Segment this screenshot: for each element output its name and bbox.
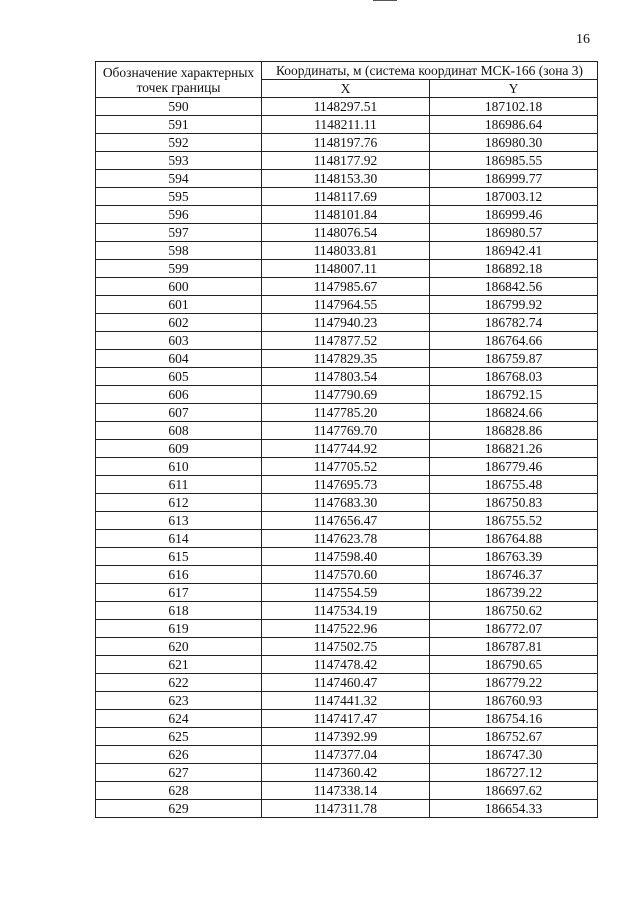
header-y: Y: [430, 80, 598, 98]
table-row: [96, 638, 598, 656]
top-rule: [373, 0, 397, 1]
point-id-cell: 612: [96, 494, 262, 512]
x-coordinate-cell: 1147683.30: [262, 494, 430, 512]
x-coordinate-cell: 1147441.32: [262, 692, 430, 710]
x-coordinate-cell: 1148076.54: [262, 224, 430, 242]
x-coordinate-cell: 1148297.51: [262, 98, 430, 116]
table-row: [96, 764, 598, 782]
x-coordinate-cell: 1147656.47: [262, 512, 430, 530]
point-id-cell: 602: [96, 314, 262, 332]
x-coordinate-cell: 1148007.11: [262, 260, 430, 278]
x-coordinate-cell: 1147940.23: [262, 314, 430, 332]
point-id-cell: 601: [96, 296, 262, 314]
table-body: [96, 98, 598, 818]
point-id-cell: 600: [96, 278, 262, 296]
y-coordinate-cell: 186790.65: [430, 656, 598, 674]
y-coordinate-cell: 186980.57: [430, 224, 598, 242]
point-id-cell: 593: [96, 152, 262, 170]
table-row: [96, 692, 598, 710]
table-row: [96, 260, 598, 278]
table-row: [96, 512, 598, 530]
point-id-cell: 590: [96, 98, 262, 116]
x-coordinate-cell: 1147623.78: [262, 530, 430, 548]
x-coordinate-cell: 1147377.04: [262, 746, 430, 764]
y-coordinate-cell: 186760.93: [430, 692, 598, 710]
point-id-cell: 614: [96, 530, 262, 548]
point-id-cell: 598: [96, 242, 262, 260]
y-coordinate-cell: 186782.74: [430, 314, 598, 332]
table-row: [96, 296, 598, 314]
table-row: [96, 152, 598, 170]
point-id-cell: 605: [96, 368, 262, 386]
y-coordinate-cell: 186759.87: [430, 350, 598, 368]
x-coordinate-cell: 1148153.30: [262, 170, 430, 188]
table-row: [96, 800, 598, 818]
table-row: [96, 566, 598, 584]
y-coordinate-cell: 186792.15: [430, 386, 598, 404]
x-coordinate-cell: 1148197.76: [262, 134, 430, 152]
y-coordinate-cell: 186697.62: [430, 782, 598, 800]
y-coordinate-cell: 186824.66: [430, 404, 598, 422]
x-coordinate-cell: 1147829.35: [262, 350, 430, 368]
y-coordinate-cell: 186768.03: [430, 368, 598, 386]
table-row: [96, 332, 598, 350]
table-row: [96, 314, 598, 332]
x-coordinate-cell: 1147417.47: [262, 710, 430, 728]
y-coordinate-cell: 186727.12: [430, 764, 598, 782]
table-row: [96, 656, 598, 674]
page-number: 16: [576, 32, 590, 47]
table-row: [96, 548, 598, 566]
table-row: [96, 422, 598, 440]
point-id-cell: 596: [96, 206, 262, 224]
x-coordinate-cell: 1147705.52: [262, 458, 430, 476]
table-row: [96, 98, 598, 116]
point-id-cell: 611: [96, 476, 262, 494]
point-id-cell: 620: [96, 638, 262, 656]
point-id-cell: 625: [96, 728, 262, 746]
point-id-cell: 595: [96, 188, 262, 206]
y-coordinate-cell: 186750.62: [430, 602, 598, 620]
point-id-cell: 616: [96, 566, 262, 584]
x-coordinate-cell: 1147695.73: [262, 476, 430, 494]
y-coordinate-cell: 186755.48: [430, 476, 598, 494]
coordinates-table: [95, 61, 598, 818]
table-row: [96, 620, 598, 638]
table-row: [96, 278, 598, 296]
point-id-cell: 615: [96, 548, 262, 566]
table-row: [96, 134, 598, 152]
table-row: [96, 530, 598, 548]
x-coordinate-cell: 1147522.96: [262, 620, 430, 638]
point-id-cell: 626: [96, 746, 262, 764]
point-id-cell: 603: [96, 332, 262, 350]
table-row: [96, 584, 598, 602]
point-id-cell: 621: [96, 656, 262, 674]
y-coordinate-cell: 186779.46: [430, 458, 598, 476]
y-coordinate-cell: 186750.83: [430, 494, 598, 512]
y-coordinate-cell: 186739.22: [430, 584, 598, 602]
point-id-cell: 619: [96, 620, 262, 638]
x-coordinate-cell: 1147598.40: [262, 548, 430, 566]
point-id-cell: 610: [96, 458, 262, 476]
point-id-cell: 629: [96, 800, 262, 818]
point-id-cell: 618: [96, 602, 262, 620]
header-points: Обозначение характерных точек границы: [96, 62, 262, 98]
x-coordinate-cell: 1148101.84: [262, 206, 430, 224]
table-row: [96, 746, 598, 764]
table-row: [96, 494, 598, 512]
y-coordinate-cell: 186654.33: [430, 800, 598, 818]
y-coordinate-cell: 186842.56: [430, 278, 598, 296]
point-id-cell: 592: [96, 134, 262, 152]
y-coordinate-cell: 186764.88: [430, 530, 598, 548]
y-coordinate-cell: 186755.52: [430, 512, 598, 530]
table-row: [96, 206, 598, 224]
y-coordinate-cell: 186799.92: [430, 296, 598, 314]
point-id-cell: 622: [96, 674, 262, 692]
x-coordinate-cell: 1147554.59: [262, 584, 430, 602]
x-coordinate-cell: 1147478.42: [262, 656, 430, 674]
point-id-cell: 624: [96, 710, 262, 728]
x-coordinate-cell: 1148177.92: [262, 152, 430, 170]
x-coordinate-cell: 1148117.69: [262, 188, 430, 206]
point-id-cell: 609: [96, 440, 262, 458]
x-coordinate-cell: 1147790.69: [262, 386, 430, 404]
point-id-cell: 623: [96, 692, 262, 710]
y-coordinate-cell: 187003.12: [430, 188, 598, 206]
point-id-cell: 599: [96, 260, 262, 278]
table-row: [96, 242, 598, 260]
point-id-cell: 608: [96, 422, 262, 440]
y-coordinate-cell: 186772.07: [430, 620, 598, 638]
point-id-cell: 627: [96, 764, 262, 782]
x-coordinate-cell: 1147769.70: [262, 422, 430, 440]
point-id-cell: 617: [96, 584, 262, 602]
table-row: [96, 458, 598, 476]
y-coordinate-cell: 186986.64: [430, 116, 598, 134]
table-row: [96, 674, 598, 692]
point-id-cell: 606: [96, 386, 262, 404]
table-row: [96, 440, 598, 458]
table-row: [96, 782, 598, 800]
table-row: [96, 404, 598, 422]
table-row: [96, 710, 598, 728]
x-coordinate-cell: 1147311.78: [262, 800, 430, 818]
y-coordinate-cell: 186779.22: [430, 674, 598, 692]
x-coordinate-cell: 1147460.47: [262, 674, 430, 692]
x-coordinate-cell: 1147534.19: [262, 602, 430, 620]
y-coordinate-cell: 186763.39: [430, 548, 598, 566]
y-coordinate-cell: 186999.46: [430, 206, 598, 224]
y-coordinate-cell: 186752.67: [430, 728, 598, 746]
y-coordinate-cell: 186828.86: [430, 422, 598, 440]
x-coordinate-cell: 1147877.52: [262, 332, 430, 350]
table-row: [96, 224, 598, 242]
x-coordinate-cell: 1147964.55: [262, 296, 430, 314]
y-coordinate-cell: 186985.55: [430, 152, 598, 170]
x-coordinate-cell: 1147392.99: [262, 728, 430, 746]
x-coordinate-cell: 1148033.81: [262, 242, 430, 260]
y-coordinate-cell: 186942.41: [430, 242, 598, 260]
x-coordinate-cell: 1148211.11: [262, 116, 430, 134]
table-row: [96, 386, 598, 404]
x-coordinate-cell: 1147803.54: [262, 368, 430, 386]
y-coordinate-cell: 186999.77: [430, 170, 598, 188]
table-row: [96, 188, 598, 206]
y-coordinate-cell: 186892.18: [430, 260, 598, 278]
y-coordinate-cell: 186821.26: [430, 440, 598, 458]
y-coordinate-cell: 186764.66: [430, 332, 598, 350]
x-coordinate-cell: 1147785.20: [262, 404, 430, 422]
point-id-cell: 591: [96, 116, 262, 134]
header-coordinates: Координаты, м (система координат МСК-166 (зона 3): [262, 62, 598, 80]
table-row: [96, 476, 598, 494]
y-coordinate-cell: 186747.30: [430, 746, 598, 764]
table-row: [96, 350, 598, 368]
table-row: [96, 368, 598, 386]
x-coordinate-cell: 1147744.92: [262, 440, 430, 458]
point-id-cell: 607: [96, 404, 262, 422]
y-coordinate-cell: 186787.81: [430, 638, 598, 656]
table-row: [96, 116, 598, 134]
point-id-cell: 613: [96, 512, 262, 530]
y-coordinate-cell: 186746.37: [430, 566, 598, 584]
table-row: [96, 728, 598, 746]
x-coordinate-cell: 1147338.14: [262, 782, 430, 800]
table-row: [96, 170, 598, 188]
point-id-cell: 594: [96, 170, 262, 188]
y-coordinate-cell: 187102.18: [430, 98, 598, 116]
x-coordinate-cell: 1147360.42: [262, 764, 430, 782]
point-id-cell: 597: [96, 224, 262, 242]
point-id-cell: 628: [96, 782, 262, 800]
x-coordinate-cell: 1147985.67: [262, 278, 430, 296]
x-coordinate-cell: 1147570.60: [262, 566, 430, 584]
y-coordinate-cell: 186754.16: [430, 710, 598, 728]
header-x: X: [262, 80, 430, 98]
point-id-cell: 604: [96, 350, 262, 368]
x-coordinate-cell: 1147502.75: [262, 638, 430, 656]
y-coordinate-cell: 186980.30: [430, 134, 598, 152]
table-row: [96, 602, 598, 620]
